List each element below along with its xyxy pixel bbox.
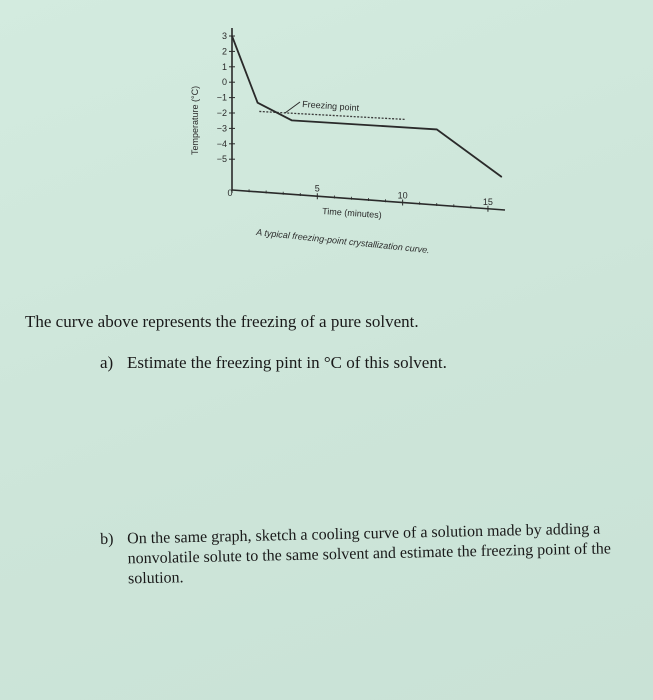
figure-caption: A typical freezing-point crystallization curve. [255,227,431,256]
question-b-label: b) [100,530,114,548]
y-tick-label: 3 [221,31,227,41]
x-tick-label: 10 [397,190,408,201]
y-tick-label: 0 [221,77,227,88]
freezing-point-leader [285,102,300,113]
x-tick-label: 15 [482,196,493,207]
question-a [100,353,447,373]
y-tick-label: −5 [216,154,227,165]
x-tick-label: 0 [227,188,233,198]
intro-statement: The curve above represents the freezing of a pure solvent. [25,312,419,331]
freezing-point-annotation: Freezing point [301,99,360,113]
x-tick-label: 5 [314,183,320,194]
y-tick-label: −1 [216,92,227,103]
curve-point [291,120,292,121]
x-axis-label: Time (minutes) [321,206,383,221]
curve-point [231,35,232,36]
y-tick-label: −2 [216,108,227,118]
curve-point [501,176,502,177]
y-tick-label: 2 [221,46,227,57]
question-b-text: On the same graph, sketch a cooling curve of a solution made by adding a nonvolatile solute to the same solvent and estimate the freezing point of the solution. [127,520,612,588]
curve-point [436,129,437,130]
x-ticks [227,183,492,212]
y-tick-label: −4 [216,138,227,149]
question-a-label: a) [100,353,114,372]
y-axis-label: Temperature (°C) [190,85,200,155]
y-tick-label: 1 [221,61,227,72]
y-tick-label: −3 [216,123,227,134]
cooling-curve [232,36,502,177]
question-a-text: Estimate the freezing pint in °C of this solvent. [127,353,447,372]
curve-point [257,102,258,103]
y-ticks [217,31,235,164]
freezing-curve-chart [0,0,653,300]
